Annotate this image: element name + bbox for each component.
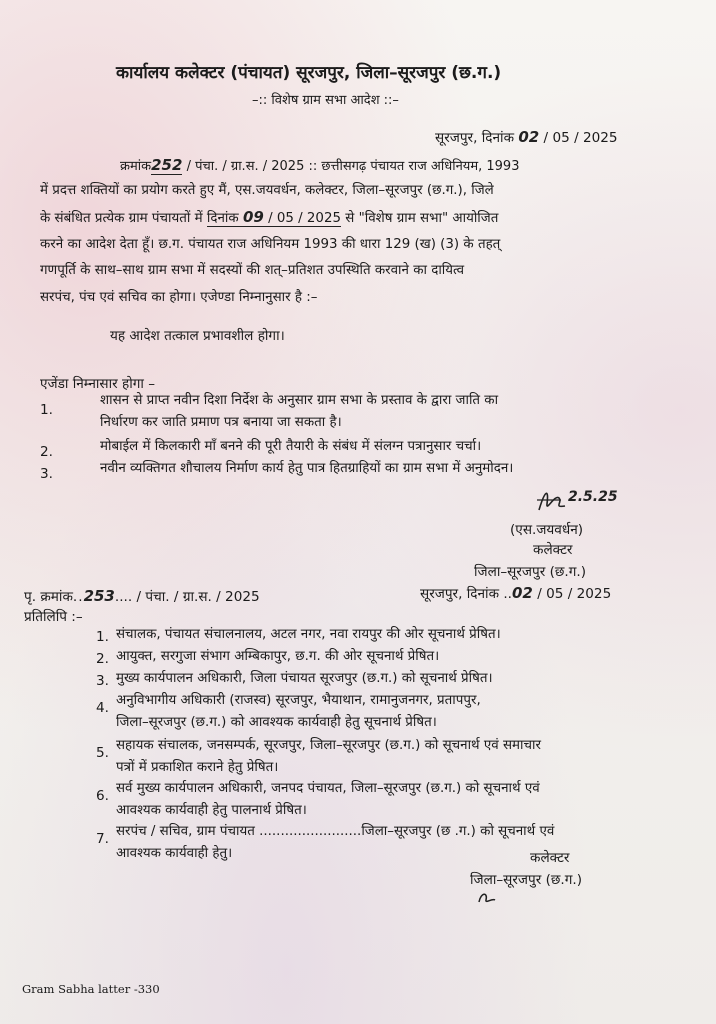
endorsement-date-label: सूरजपुर, दिनांक	[420, 586, 500, 602]
footer-label: Gram Sabha latter -330	[22, 982, 160, 996]
order-body-line-2-text: के संबंधित प्रत्येक ग्राम पंचायतों में	[40, 211, 203, 226]
place-date-label: सूरजपुर, दिनांक	[435, 130, 515, 146]
copy-item-5-line-2: पत्रों में प्रकाशित कराने हेतु प्रेषित।	[116, 760, 279, 775]
signatory-designation: कलेक्टर	[533, 542, 573, 558]
endorsement-place-date: सूरजपुर, दिनांक ..02 / 05 / 2025	[420, 584, 612, 602]
office-title: कार्यालय कलेक्टर (पंचायत) सूरजपुर, जिला–सूरजपुर (छ.ग.)	[116, 63, 502, 83]
order-body-line-1: में प्रदत्त शक्तियों का प्रयोग करते हुए मैं, एस.जयवर्धन, कलेक्टर, जिला–सूरजपुर (छ.ग.), जिले	[40, 183, 494, 198]
endorsement-number-value: 253	[83, 587, 115, 605]
copy-item-6-num: 6.	[96, 788, 109, 804]
order-body-line-5: सरपंच, पंच एवं सचिव का होगा। एजेण्डा निम्नानुसार है :–	[40, 290, 318, 305]
copy-item-5-line-1: सहायक संचालक, जनसम्पर्क, सूरजपुर, जिला–सूरजपुर (छ.ग.) को सूचनार्थ एवं समाचार	[116, 738, 541, 753]
agenda-heading: एजेंडा निम्नासार होगा –	[40, 376, 156, 392]
endorsement-number-line: पृ. क्रमांक..253.... / पंचा. / ग्रा.स. / 2025	[24, 587, 260, 605]
copy-heading: प्रतिलिपि :–	[24, 609, 83, 625]
endorsement-date-rest: / 05 / 2025	[537, 586, 612, 602]
signatory-2-district: जिला–सूरजपुर (छ.ग.)	[470, 872, 583, 888]
copy-item-7-line-1: सरपंच / सचिव, ग्राम पंचायत ........................जिला–सूरजपुर (छ .ग.) को सूचनार्थ एवं	[116, 824, 555, 839]
copy-item-4-line-2: जिला–सूरजपुर (छ.ग.) को आवश्यक कार्यवाही हेतु सूचनार्थ प्रेषित।	[116, 715, 437, 730]
agenda-item-3-num: 3.	[40, 466, 53, 482]
copy-item-4-num: 4.	[96, 700, 109, 716]
agenda-item-1-line-1: शासन से प्राप्त नवीन दिशा निर्देश के अनुसार ग्राम सभा के प्रस्ताव के द्वारा जाति का	[100, 393, 499, 408]
order-date-day: 02	[518, 128, 540, 146]
order-date-rest: / 05 / 2025	[543, 130, 618, 146]
meeting-suffix: से "विशेष ग्राम सभा" आयोजित	[345, 211, 499, 226]
copy-item-6-line-1: सर्व मुख्य कार्यपालन अधिकारी, जनपद पंचायत, जिला–सूरजपुर (छ.ग.) को सूचनार्थ एवं	[116, 781, 540, 796]
copy-item-3-line-1: मुख्य कार्यपालन अधिकारी, जिला पंचायत सूरजपुर (छ.ग.) को सूचनार्थ प्रेषित।	[116, 671, 493, 686]
endorsement-date-day: 02	[512, 584, 533, 602]
order-number-rest: / पंचा. / ग्रा.स. / 2025 :: छत्तीसगढ़ पंचायत राज अधिनियम, 1993	[186, 159, 520, 174]
signatory-district: जिला–सूरजपुर (छ.ग.)	[474, 564, 587, 580]
order-body-line-2	[40, 208, 498, 228]
copy-item-4-line-1: अनुविभागीय अधिकारी (राजस्व) सूरजपुर, भैयाथान, रामानुजनगर, प्रतापपुर,	[116, 693, 481, 708]
copy-item-2-line-1: आयुक्त, सरगुजा संभाग अम्बिकापुर, छ.ग. की ओर सूचनार्थ प्रेषित।	[116, 649, 440, 664]
signatory-2-designation: कलेक्टर	[530, 850, 570, 866]
copy-item-5-num: 5.	[96, 745, 109, 761]
signatory-name: (एस.जयवर्धन)	[510, 522, 584, 538]
endorsement-number-rest: / पंचा. / ग्रा.स. / 2025	[136, 589, 260, 605]
copy-item-7-num: 7.	[96, 831, 109, 847]
signature-2-scribble	[476, 888, 498, 906]
order-subtitle: –:: विशेष ग्राम सभा आदेश ::–	[252, 93, 399, 108]
order-number-label: क्रमांक	[120, 159, 152, 174]
meeting-date-label: दिनांक	[206, 211, 239, 226]
order-number-value: 252	[151, 156, 183, 174]
agenda-item-1-num: 1.	[40, 402, 53, 418]
meeting-date-value: 09	[242, 208, 264, 226]
meeting-date	[206, 208, 341, 227]
agenda-item-2-line-1: मोबाईल में किलकारी माँ बनने की पूरी तैयारी के संबंध में संलग्न पत्रानुसार चर्चा।	[100, 439, 482, 454]
agenda-item-2-num: 2.	[40, 444, 53, 460]
order-body-line-3: करने का आदेश देता हूँ। छ.ग. पंचायत राज अधिनियम 1993 की धारा 129 (ख) (3) के तहत्	[40, 237, 501, 252]
agenda-item-1-line-2: निर्धारण कर जाति प्रमाण पत्र बनाया जा सकता है।	[100, 415, 342, 430]
order-body-line-4: गणपूर्ति के साथ–साथ ग्राम सभा में सदस्यों की शत्–प्रतिशत उपस्थिति करवाने का दायित्व	[40, 263, 465, 278]
copy-item-1-line-1: संचालक, पंचायत संचालनालय, अटल नगर, नवा रायपुर की ओर सूचनार्थ प्रेषित।	[116, 627, 501, 642]
copy-item-6-line-2: आवश्यक कार्यवाही हेतु पालनार्थ प्रेषित।	[116, 803, 307, 818]
signature-date: 2.5.25	[568, 489, 618, 505]
order-number-line	[120, 156, 519, 176]
order-place-date	[435, 128, 618, 147]
copy-item-7-line-2: आवश्यक कार्यवाही हेतु।	[116, 846, 233, 861]
copy-item-3-num: 3.	[96, 673, 109, 689]
endorsement-number-label: पृ. क्रमांक	[24, 589, 73, 605]
copy-item-2-num: 2.	[96, 651, 109, 667]
order-effective-text: यह आदेश तत्काल प्रभावशील होगा।	[110, 328, 285, 344]
agenda-item-3-line-1: नवीन व्यक्तिगत शौचालय निर्माण कार्य हेतु पात्र हितग्राहियों का ग्राम सभा में अनुमोदन।	[100, 461, 514, 476]
copy-item-1-num: 1.	[96, 629, 109, 645]
meeting-date-rest: / 05 / 2025	[268, 211, 341, 226]
